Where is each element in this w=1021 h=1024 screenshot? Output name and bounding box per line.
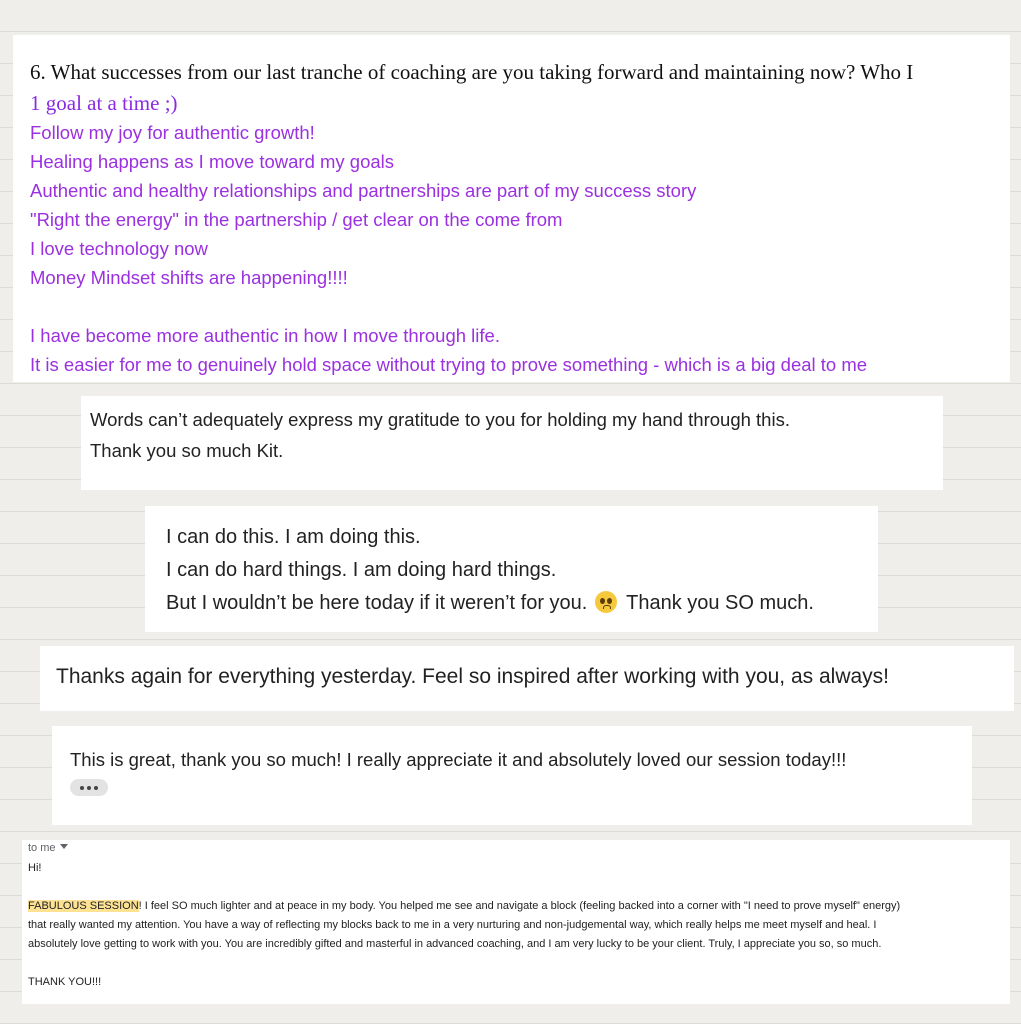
survey-response-card [13,35,1010,382]
survey-answer: I love technology now [30,238,208,259]
great-session-message-card [52,726,972,825]
survey-answer: "Right the energy" in the partnership / get clear on the come from [30,209,563,230]
highlighted-text: FABULOUS SESSION [28,900,139,912]
message-line: Thanks again for everything yesterday. Feel so inspired after working with you, as always! [56,665,890,688]
survey-first-answer: 1 goal at a time ;) [30,91,178,115]
survey-question: 6. What successes from our last tranche of coaching are you taking forward and maintaining now? Who I [30,60,914,84]
message-line: I can do this. I am doing this. [166,526,421,548]
email-body-text: ! I feel SO much lighter and at peace in my body. You helped me see and navigate a block (feeling backed into a corner with "I need to prove myself" energy) [138,900,901,912]
message-text: Thank you SO much. [626,592,814,614]
email-body-line: that really wanted my attention. You have a way of reflecting my blocks back to me in a very nurturing and non-judgemental way, which really helps me meet myself and heal. I [28,919,877,931]
survey-answer: It is easier for me to genuinely hold space without trying to prove something - which is a big deal to me [30,354,868,375]
message-line [166,587,878,620]
email-message-card [22,840,1010,1004]
survey-answer: I have become more authentic in how I move through life. [30,325,500,346]
email-recipient[interactable] [28,841,1010,855]
face-holding-back-tears-icon [595,591,617,613]
caret-down-icon[interactable] [60,844,68,849]
email-greeting: Hi! [28,862,42,874]
survey-answer: Money Mindset shifts are happening!!!! [30,267,348,288]
spacer [28,878,1010,897]
message-line: Thank you so much Kit. [90,440,284,461]
message-text: But I wouldn’t be here today if it weren’t for you. [166,592,588,614]
message-line: Words can’t adequately express my gratitude to you for holding my hand through this. [90,409,790,430]
affirmation-message-card [145,506,878,632]
survey-answer: Authentic and healthy relationships and partnerships are part of my success story [30,180,697,201]
recipient-label: to me [28,842,56,854]
survey-answer: Healing happens as I move toward my goals [30,151,395,172]
spacer [28,954,1010,973]
email-body-line: absolutely love getting to work with you. You are incredibly gifted and masterful in advanced coaching, and I am very lucky to be your client. Truly, I appreciate you so, so much. [28,938,882,950]
ellipsis-icon[interactable] [70,779,108,796]
email-signoff: THANK YOU!!! [28,976,102,988]
gratitude-message-card [81,396,943,490]
thanks-message-card [40,646,1014,711]
email-body-line [28,897,1010,916]
message-line: I can do hard things. I am doing hard things. [166,559,557,581]
survey-answer: Follow my joy for authentic growth! [30,122,315,143]
message-line: This is great, thank you so much! I really appreciate it and absolutely loved our session today!!! [70,749,847,770]
spacer [30,292,1010,321]
